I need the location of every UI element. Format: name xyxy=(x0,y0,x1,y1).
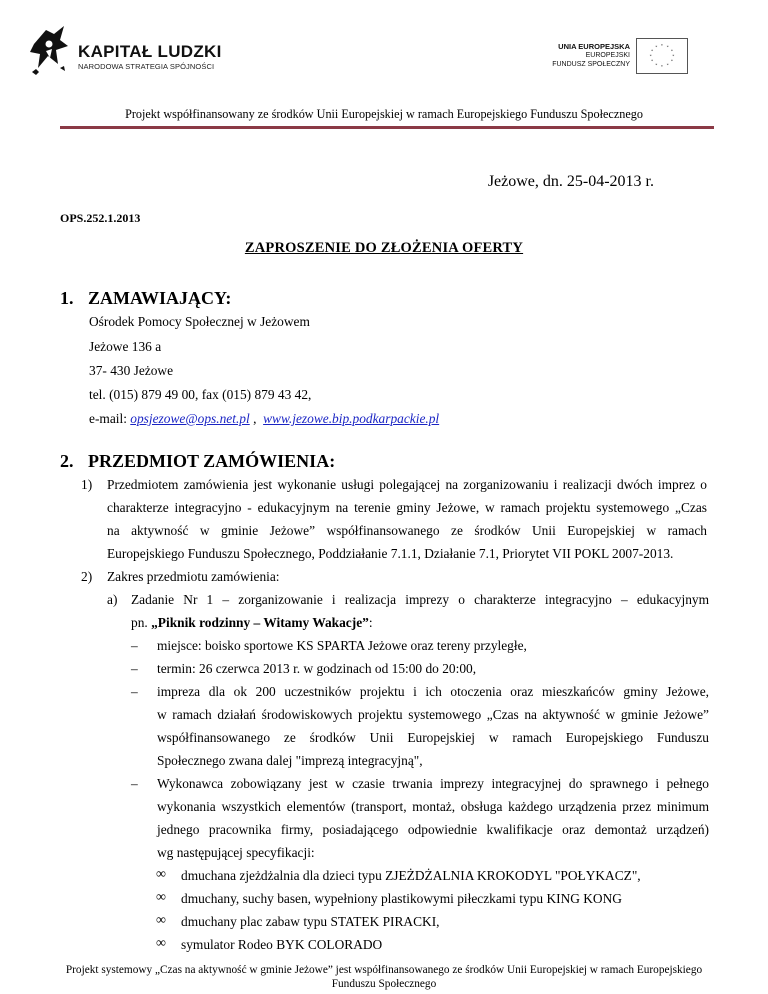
kapital-ludzki-title: KAPITAŁ LUDZKI xyxy=(78,42,222,61)
section1-title: ZAMAWIAJĄCY: xyxy=(88,288,232,308)
infinity-bullet-icon: ∞ xyxy=(156,867,166,882)
contracting-contact-line xyxy=(89,411,439,427)
task-a-line2 xyxy=(131,615,373,631)
section1-number: 1. xyxy=(60,288,74,308)
svg-text:*: * xyxy=(655,62,658,67)
email-label: e-mail: xyxy=(89,411,131,426)
eu-logo-text xyxy=(552,42,630,69)
spec-item: dmuchany, suchy basen, wypełniony plastikowymi piłeczkami typu KING KONG xyxy=(181,891,622,906)
contracting-phone: tel. (015) 879 49 00, fax (015) 879 43 42, xyxy=(89,387,312,402)
svg-text:*: * xyxy=(649,53,652,58)
website-link[interactable]: www.jezowe.bip.podkarpackie.pl xyxy=(263,411,440,426)
bullet-contractor-line: wykonania wszystkich elementów (transport, montaż, obsługa każdego urządzenia przez minimum xyxy=(157,799,709,814)
item1-line: Przedmiotem zamówienia jest wykonanie usługi polegającej na zorganizowaniu i realizacji dwóch imprez o xyxy=(107,477,707,492)
kapital-ludzki-logo xyxy=(30,24,220,78)
eu-logo-line3: FUNDUSZ SPOŁECZNY xyxy=(552,61,630,68)
svg-text:*: * xyxy=(655,44,658,49)
dash-bullet: – xyxy=(131,661,138,676)
dash-bullet: – xyxy=(131,684,138,699)
footer-line: Projekt systemowy „Czas na aktywność w gminie Jeżowe” jest współfinansowanego ze środków Unii Europejskiej w ramach Europejskiego xyxy=(65,964,703,976)
email-link[interactable]: opsjezowe@ops.net.pl xyxy=(130,411,250,426)
item2-marker: 2) xyxy=(81,569,93,584)
svg-text:*: * xyxy=(661,64,663,69)
bullet-audience-line: w ramach działań środowiskowych projektu systemowego „Czas na aktywność w gminie Jeżowe” xyxy=(157,707,709,722)
infinity-bullet-icon: ∞ xyxy=(156,913,166,928)
dash-bullet: – xyxy=(131,638,138,653)
svg-text:*: * xyxy=(651,59,654,64)
item1-line: na aktywność w gminie Jeżowe” współfinansowanego ze środków Unii Europejskiej w ramach xyxy=(107,523,707,538)
section2-number: 2. xyxy=(60,451,74,471)
contracting-org: Ośrodek Pomocy Społecznej w Jeżowem xyxy=(89,314,310,329)
eu-logo xyxy=(546,38,688,78)
footer-line: Funduszu Społecznego xyxy=(331,978,437,990)
kapital-ludzki-subtitle: NARODOWA STRATEGIA SPÓJNOŚCI xyxy=(78,62,215,71)
document-date: Jeżowe, dn. 25-04-2013 r. xyxy=(487,173,654,190)
contact-separator: , xyxy=(249,411,264,426)
section1-heading xyxy=(60,288,231,309)
dash-bullet: – xyxy=(131,776,138,791)
bullet-contractor-line: wg następującej specyfikacji: xyxy=(157,845,315,860)
document-title: ZAPROSZENIE DO ZŁOŻENIA OFERTY xyxy=(244,240,524,256)
bullet-date: termin: 26 czerwca 2013 r. w godzinach od 15:00 do 20:00, xyxy=(157,661,477,676)
item2-text: Zakres przedmiotu zamówienia: xyxy=(107,569,280,584)
page-footer xyxy=(40,963,728,991)
spec-item: dmuchana zjeżdżalnia dla dzieci typu ZJEŻDŻALNIA KROKODYL "POŁYKACZ", xyxy=(181,868,641,883)
contracting-postal: 37- 430 Jeżowe xyxy=(89,363,174,378)
section2-heading xyxy=(60,451,335,472)
bullet-audience-line: współfinansowanego ze środków Unii Europejskiej w ramach Europejskiego Funduszu xyxy=(157,730,709,745)
bullet-audience-line: impreza dla ok 200 uczestników projektu i ich otoczenia oraz mieszkańców gminy Jeżowe, xyxy=(157,684,709,699)
spec-item: symulator Rodeo BYK COLORADO xyxy=(181,937,383,952)
task-a-suffix: : xyxy=(368,615,373,630)
svg-text:*: * xyxy=(661,43,663,48)
bullet-location: miejsce: boisko sportowe KS SPARTA Jeżowe oraz tereny przyległe, xyxy=(157,638,527,653)
svg-text:*: * xyxy=(672,53,675,58)
spec-item: dmuchany plac zabaw typu STATEK PIRACKI, xyxy=(181,914,440,929)
eu-logo-title: UNIA EUROPEJSKA xyxy=(558,42,630,51)
header-funding-note: Projekt współfinansowany ze środków Unii Europejskiej w ramach Europejskiego Funduszu Społecznego xyxy=(125,107,643,121)
header-divider xyxy=(60,126,714,129)
svg-text:*: * xyxy=(666,44,669,49)
infinity-bullet-icon: ∞ xyxy=(156,890,166,905)
contracting-street: Jeżowe 136 a xyxy=(89,339,162,354)
kapital-ludzki-emblem-icon xyxy=(30,24,70,78)
svg-text:*: * xyxy=(651,48,654,53)
task-a-prefix: pn. xyxy=(131,615,152,630)
eu-logo-line2: EUROPEJSKI xyxy=(585,52,630,59)
svg-text:*: * xyxy=(666,62,669,67)
task-a-marker: a) xyxy=(107,592,118,607)
svg-text:*: * xyxy=(670,48,673,53)
section2-title: PRZEDMIOT ZAMÓWIENIA: xyxy=(88,451,336,471)
svg-text:*: * xyxy=(670,59,673,64)
item1-line: Europejskiego Funduszu Społecznego, Poddziałanie 7.1.1, Działanie 7.1, Priorytet VII POKL 2007-2013. xyxy=(107,546,674,561)
task-a-event-name: „Piknik rodzinny – Witamy Wakacje” xyxy=(151,615,369,630)
reference-number: OPS.252.1.2013 xyxy=(60,211,141,225)
item1-marker: 1) xyxy=(81,477,93,492)
task-a-line1: Zadanie Nr 1 – zorganizowanie i realizacja imprezy o charakterze integracyjno – edukacyjnym xyxy=(131,592,709,607)
item1-line: charakterze integracyjno - edukacyjnym na terenie gminy Jeżowe, w ramach projektu systemowego „Czas xyxy=(107,500,707,515)
bullet-audience-line: Społecznego zwana dalej "imprezą integracyjną", xyxy=(157,753,423,768)
bullet-contractor-line: jednego pracownika firmy, posiadającego odpowiednie kwalifikacje oraz demontaż urządzeń) xyxy=(157,822,709,837)
bullet-contractor-line: Wykonawca zobowiązany jest w czasie trwania imprezy integracyjnej do sprawnego i pełnego xyxy=(157,776,709,791)
eu-flag-icon xyxy=(636,38,688,74)
infinity-bullet-icon: ∞ xyxy=(156,936,166,951)
